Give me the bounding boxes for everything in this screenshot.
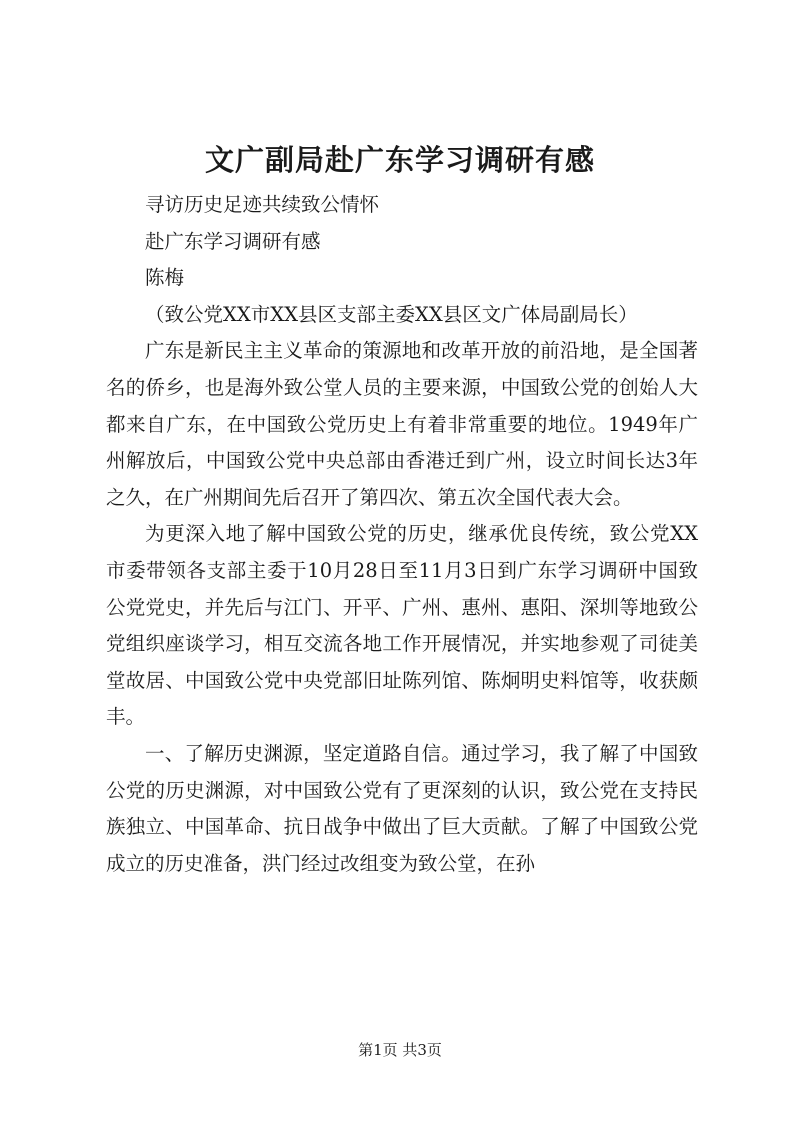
author-name: 陈梅 — [145, 266, 185, 290]
subtitle-line: 寻访历史足迹共续致公情怀 — [145, 193, 380, 216]
page-number: 第1页 共3页 — [358, 1041, 442, 1059]
author-affiliation: （致公党XX市XX县区支部主委XX县区文广体局副局长） — [145, 302, 638, 326]
document-title: 文广副局赴广东学习调研有感 — [204, 143, 595, 177]
document-body — [106, 187, 698, 882]
body-paragraph: 一、了解历史渊源，坚定道路自信。通过学习，我了解了中国致公党的历史渊源，对中国致公党有了更深刻的认识，致公党在支持民族独立、中国革命、抗日战争中做出了巨大贡献。了解了中国致公党成立的历史准备，洪门经过改组变为致公堂，在孙 — [106, 741, 698, 875]
subtitle-line: 赴广东学习调研有感 — [145, 229, 321, 253]
body-paragraph: 为更深入地了解中国致公党的历史，继承优良传统，致公党XX市委带领各支部主委于10月28日至11月3日到广东学习调研中国致公党党史，并先后与江门、开平、广州、惠州、惠阳、深圳等地致公党组织座谈学习，相互交流各地工作开展情况，并实地参观了司徒美堂故居、中国致公党中央党部旧址陈列馆、陈炯明史料馆等，收获颇丰。 — [106, 522, 698, 729]
body-paragraph: 广东是新民主主义革命的策源地和改革开放的前沿地，是全国著名的侨乡，也是海外致公堂人员的主要来源，中国致公党的创始人大都来自广东，在中国致公党历史上有着非常重要的地位。1949年广州解放后，中国致公党中央总部由香港迁到广州，设立时间长达3年之久，在广州期间先后召开了第四次、第五次全国代表大会。 — [106, 339, 698, 509]
